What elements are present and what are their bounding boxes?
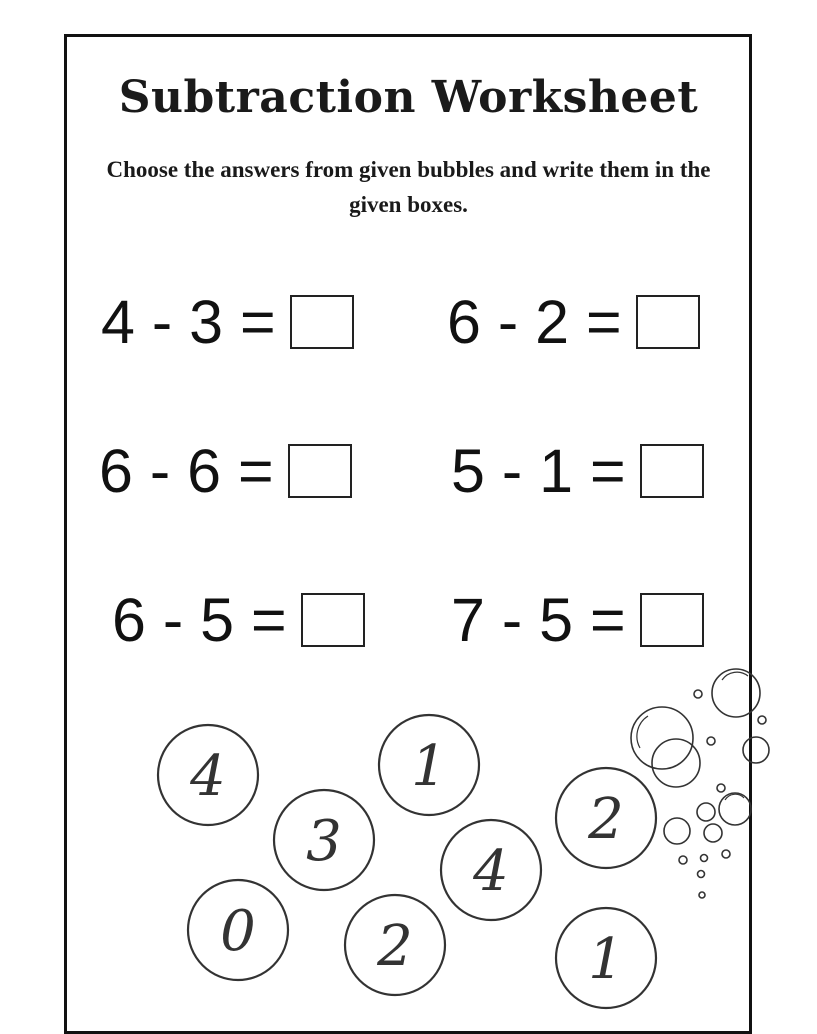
problem-expression: 4 - 3 = [101, 288, 276, 356]
answer-bubble-number: 1 [588, 927, 624, 992]
problem-expression: 5 - 1 = [451, 437, 626, 505]
problem-expression: 6 - 6 = [99, 437, 274, 505]
instructions-text: Choose the answers from given bubbles and write them in the given boxes. [106, 157, 711, 217]
answer-bubble-number: 1 [411, 734, 447, 799]
answer-bubble-number: 4 [190, 744, 226, 809]
problem-expression: 7 - 5 = [451, 586, 626, 654]
answer-bubble-number: 4 [473, 839, 509, 904]
soap-bubbles-icon [631, 669, 769, 898]
answer-bubble-number: 2 [377, 914, 413, 979]
page-title: Subtraction Worksheet [118, 72, 699, 123]
answer-bubble-number: 2 [588, 787, 624, 852]
answer-bubble-number: 0 [220, 899, 256, 964]
answer-bubble-number: 3 [306, 809, 342, 874]
problem-expression: 6 - 2 = [447, 288, 622, 356]
problem-expression: 6 - 5 = [112, 586, 287, 654]
